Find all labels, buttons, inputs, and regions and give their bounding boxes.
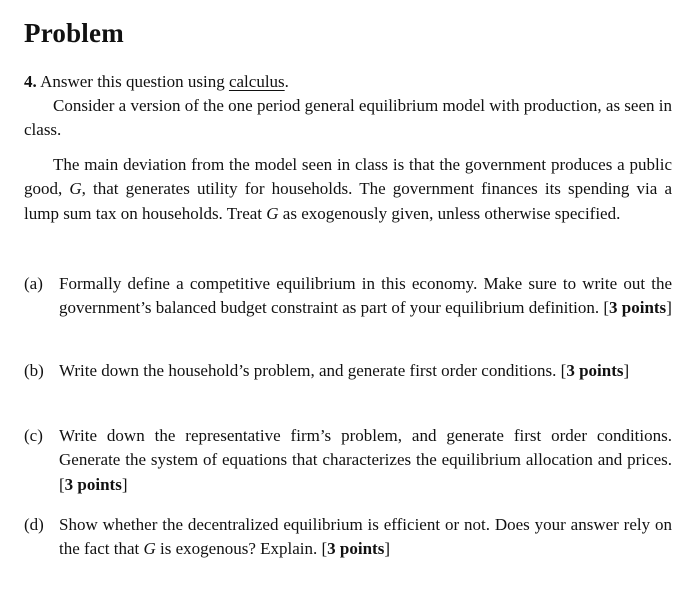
part-label: (d) [24,515,44,534]
part-label: (b) [24,361,44,380]
intro-paragraph: Consider a version of the one period general equilibrium model with production, as seen in class. [24,96,672,140]
part-d [24,513,672,562]
part-label: (a) [24,274,43,293]
part-b-text: Write down the household’s problem, and generate first order conditions. [59,361,557,380]
points-badge: 3 points [609,298,667,318]
part-text: Write down the representative firm’s problem, and generate first order conditions. Generate the system of equations that characterizes the equilibrium allocation and prices. [3 points] [59,426,672,494]
setup-text-3: as exogenously given, unless otherwise specified. [278,203,621,223]
g-symbol: G [266,203,279,223]
part-text: Show whether the decentralized equilibrium is efficient or not. Does your answer rely on the fact that G is exogenous? Explain. [3 points] [59,515,672,559]
part-a [24,272,672,321]
points-badge: 3 points [64,474,122,494]
setup-text-1: The main deviation from the model seen in class is that the government produces a public good, [24,155,672,199]
part-label: (c) [24,426,43,445]
part-b [24,359,672,383]
points-badge: 3 points [327,539,385,559]
part-c [24,424,672,497]
part-text: Write down the household’s problem, and generate first order conditions. [3 points] [59,361,630,380]
g-symbol: G [143,539,156,559]
part-a-text: Formally define a competitive equilibrium in this economy. Make sure to write out the government’s balanced budget constraint as part of your equilibrium definition. [59,274,672,318]
question-number: 4. [24,72,37,91]
page-title: Problem [24,18,124,48]
setup-text-2: , that generates utility for households. The government finances its spending via a lump sum tax on households. Treat [24,179,672,223]
part-text: Formally define a competitive equilibrium in this economy. Make sure to write out the government’s balanced budget constraint as part of your equilibrium definition. [3 points] [59,274,672,318]
question-end: . [284,72,289,91]
question-lead: Answer this question using [40,72,229,91]
part-d-text-2: is exogenous? Explain. [155,539,318,559]
question-header [24,70,672,94]
setup-paragraph [24,153,672,226]
g-symbol: G [69,179,82,199]
part-c-text: Write down the representative firm’s problem, and generate first order conditions. Generate the system of equations that characterizes the equilibrium allocation and prices. [59,426,672,470]
question-method: calculus [228,72,285,91]
part-d-text-1: Show whether the decentralized equilibrium is efficient or not. Does your answer rely on the fact that [59,515,672,559]
points-badge: 3 points [566,361,624,380]
